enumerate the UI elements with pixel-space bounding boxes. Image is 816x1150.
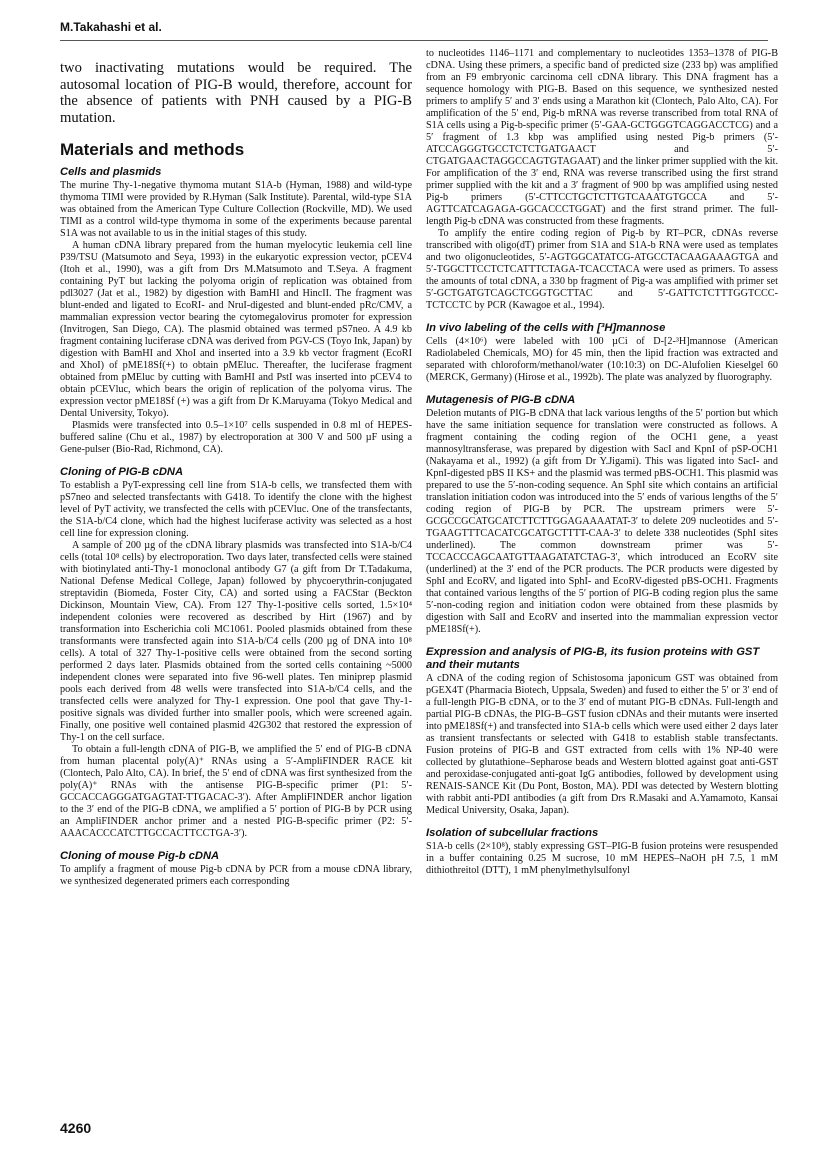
paragraph: Deletion mutants of PIG-B cDNA that lack various lengths of the 5′ portion but which have the same initiation sequence for translation were constructed as follows. A fragment containing the coding region of the OCH1 gene, a yeast mannosyltransferase, was prepared by digestion with SacI and KpnI of pSP-OCH1 (Nakayama et al., 1992) (a gift from Dr Y.Jigami). This was ligated into SacI- and KpnI-digested pBS II KS+ and the plasmid was termed pBS-OCH1. This plasmid was prepared to use the 5′-non-coding sequence. An SphI site which contains an artificial translation initiation codon was introduced into the 5′ ends of various lengths of the 5′ coding region of PIG-B by PCR. The upstream primers were 5′-GCGCCGCATGCATCTTCTTGGAGAAAATAT-3′ to delete 209 nucleotides and 5′-TGAAGTTTCACATCGCATGCTTTT-CAA-3′ to delete 338 nucleotides (SphI sites underlined). The common downstream primer was 5′-TCCACCCAGCAATGTTAAGATATCTAG-3′, which introduced an EcoRV site (underlined) at the 3′ end of the PCR products. The PCR products were digested by SphI and EcoRV, and ligated into SphI- and EcoRV-digested pBS-OCH1. Fragments that contained various lengths of the 5′ portion of PIG-B coding region plus the same 5′-non-coding region and initiation codon were obtained from these plasmids by digestion with SalI and EcoRV and inserted into the mammalian expression vector pME18Sf(+).	[426, 408, 778, 635]
subsection-title: Expression and analysis of PIG-B, its fusion proteins with GST and their mutants	[426, 646, 760, 671]
paragraph: S1A-b cells (2×10⁸), stably expressing GST–PIG-B fusion proteins were resuspended in a buffer containing 0.25 M sucrose, 10 mM HEPES–NaOH pH 7.5, 1 mM dithiothreitol (DTT), 1 mM phenylmethylsulfonyl	[426, 841, 778, 876]
subsection-title: Cloning of mouse Pig-b cDNA	[60, 850, 220, 862]
subsection-title: Cells and plasmids	[60, 166, 162, 178]
paragraph: A cDNA of the coding region of Schistosoma japonicum GST was obtained from pGEX4T (Pharmacia Biotech, Uppsala, Sweden) and fused to either the 5′ or 3′ end of a full-length PIG-B cDNA, or to the 3′ end of mutant PIG-B cDNAs. Full-length and partial PIG-B cDNAs, the PIG-B–GST fusion cDNAs and their mutants were inserted into pME18Sf(+) and transfected into S1A-b cells which were used either 2 days later as transient transfectants or selected with G418 to establish stable transfectants. Fusion proteins of PIG-B and GST extracted from cells with 1% NP-40 were collected by glutathione–Sepharose beads and Western blotted against goat anti-GST and peroxidase-conjugated anti-goat IgG antibodies, followed by development using RENAIS-SANCE Kit (Du Pont, Boston, MA). PDI was detected by Western blotting with rabbit anti-PDI antibodies (a gift from Drs R.Masaki and A.Yamamoto, Kansai Medical University, Osaka, Japan).	[426, 673, 778, 816]
subsection-title: Cloning of PIG-B cDNA	[60, 466, 184, 478]
lead-paragraph: two inactivating mutations would be required. The autosomal location of PIG-B would, therefore, account for the absence of patients with PNH caused by a PIG-B mutation.	[60, 60, 412, 126]
paragraph: A sample of 200 µg of the cDNA library plasmids was transfected into S1A-b/C4 cells (total 10⁸ cells) by electroporation. Two days later, transfected cells were stained with biotinylated anti-Thy-1 monoclonal antibody G7 (a gift from Dr T.Tadakuma, National Defense Medical College, Japan) followed by phycoerythrin-conjugated streptavidin (Biomeda, Foster City, CA) and sorted using a FACStar (Beckton Dickinson, Mountain View, CA). From 127 Thy-1-positive cells sorted, 1.5×10⁴ independent colonies were recovered as described by Hirt (1967) and by transformation into Escherichia coli MC1061. Pooled plasmids obtained from these transformants were transfected again into S1A-b/C4 cells (200 µg of DNA into 10⁸ cells). A total of 327 Thy-1-positive cells were obtained from the second sorting performed 2 days later. Plasmids obtained from the sorted cells containing ~5000 independent clones were separated into five 96-well plates. Ten miniprep plasmid pools each derived from 48 wells were transfected into S1A-b/C4 cells, and the transfected cells were analyzed for Thy-1 expression. One pool that gave Thy-1-positive signals was divided further into smaller pools, which were screened again. Finally, one positive well contained plasmid 42G302 that restored the expression of Thy-1 on the cell surface.	[60, 540, 412, 743]
running-head: M.Takahashi et al.	[60, 20, 162, 34]
paragraph: to nucleotides 1146–1171 and complementary to nucleotides 1353–1378 of PIG-B cDNA. Using these primers, a specific band of predicted size (233 bp) was amplified from an F9 embryonic carcinoma cell cDNA library. This DNA fragment has a sequence homology with PIG-B. Based on this sequence, we synthesized nested primers to amplify 5′ and 3′ ends using a Marathon kit (Clontech, Palo Alto, CA). For amplification of the 5′ end, Pig-b mRNA was reverse transcribed from total RNA of S1A cells using a Pig-b-specific primer (5′-GAA-GCTGGGTCAGGACCTCG) and a 5′ fragment of 1.3 kbp was amplified using nested Pig-b primers (5′-ATCCAGGGTGCCTCTCTGATGAACT and 5′-CTGATGAACTAGGCCAGTGTAGAAT) and the linker primer supplied with the kit. For amplification of the 3′ end, RNA was reverse transcribed using the first strand primer supplied with the kit and a 3′ fragment of 900 bp was amplified using nested Pig-b primers (5′-CTTCCTGCTCTTGTCAAATGTGCCA and 5′-AGTTCATCAGAGA-GGCACCCTGGAT) and the first strand primer. The full-length Pig-b cDNA was constructed from these fragments.	[426, 48, 778, 227]
left-column	[60, 48, 412, 888]
subsection-title: Isolation of subcellular fractions	[426, 827, 599, 839]
paragraph: To amplify a fragment of mouse Pig-b cDNA by PCR from a mouse cDNA library, we synthesized degenerated primers each corresponding	[60, 864, 412, 887]
paragraph: Plasmids were transfected into 0.5–1×10⁷ cells suspended in 0.8 ml of HEPES-buffered saline (Chu et al., 1987) by electroporation at 300 V and 500 µF using a Gene-pulser (Bio-Rad, Richmond, CA).	[60, 420, 412, 455]
subsection-title: In vivo labeling of the cells with [³H]mannose	[426, 322, 666, 334]
page-number: 4260	[60, 1120, 92, 1136]
paragraph: To amplify the entire coding region of Pig-b by RT–PCR, cDNAs reverse transcribed with oligo(dT) primer from S1A and S1A-b RNA were used as templates and two oligonucleotides, 5′-AGTGGCATATCG-ATGCCTACAAGAAAGTGA and 5′-TGGCTTCCTCTCATTTCTAGA-TCACCTACA were used as primers. To assess the amounts of total cDNA, a 330 bp fragment of Pig-a was amplified with primer set 5′-GCTGATGTCAGCTCGGTGCTTAC and 5′-GATTCTCTTTGGTCCC-TCTCCTC by PCR (Kawagoe et al., 1994).	[426, 228, 778, 311]
paragraph: A human cDNA library prepared from the human myelocytic leukemia cell line P39/TSU (Matsumoto and Seya, 1993) in the eukaryotic expression vector, pCEV4 (Itoh et al., 1990), was a gift from Drs M.Matsumoto and T.Seya. A fragment containing PyT but lacking the polyoma origin of replication was obtained from pdl3027 (Jat et al., 1982) by digestion with BamHI and HincII. The fragment was blunt-ended and ligated to EcoRI- and NruI-digested and blunt-ended pRc/CMV, a mammalian expression vector bearing the cytomegalovirus promoter for expression (Invitrogen, San Diego, CA). The plasmid obtained was termed pS7neo. A 4.9 kb fragment containing luciferase cDNA was derived from PGV-CS (Toyo Ink, Japan) by digestion with BamHI and XhoI and inserted into a 3.9 kb vector fragment (EcoRI and XhoI) of pME18Sf(+) to obtain pMEluc. Thereafter, the luciferase fragment obtained from pMEluc by cutting with BamHI and PstI was inserted into pCEV4 to obtain pCEVluc, which bears the origin of replication of the polyoma virus. The expression vector pME18Sf (+) was a gift from Dr K.Maruyama (Tokyo Medical and Dental University, Tokyo).	[60, 240, 412, 419]
paragraph: Cells (4×10⁶) were labeled with 100 µCi of D-[2-³H]mannose (American Radiolabeled Chemicals, MO) for 45 min, then the lipid fraction was extracted and separated with chloroform/methanol/water (10:10:3) on DC-Alufolien Kieselgel 60 (MERCK, Germany) (Hirose et al., 1992b). The plate was analyzed by fluorography.	[426, 336, 778, 383]
paragraph: To establish a PyT-expressing cell line from S1A-b cells, we transfected them with pS7neo and selected transfectants with G418. To identify the clone with the highest level of PyT activity, we transfected the cells with pCEVluc. One of the transfectants, the S1A-b/C4 clone, which had the highest luciferase activity was selected as a host cell line for expression cloning.	[60, 480, 412, 539]
section-title: Materials and methods	[60, 140, 245, 159]
paragraph: The murine Thy-1-negative thymoma mutant S1A-b (Hyman, 1988) and wild-type thymoma TIMI were provided by R.Hyman (Salk Institute). Parental, wild-type S1A was obtained from the American Type Culture Collection (Rockville, MD). We used TIMI as a control wild-type thymoma in some of the experiments because parental S1A was not available to us in the initial stages of this study.	[60, 180, 412, 239]
paragraph: To obtain a full-length cDNA of PIG-B, we amplified the 5′ end of PIG-B cDNA from human placental poly(A)⁺ RNAs using a 5′-AmpliFINDER RACE kit (Clontech, Palo Alto, CA). In brief, the 5′ end of cDNA was first synthesized from the poly(A)⁺ RNAs with the antisense PIG-B-specific primer (P1: 5′-GCCACCAGGGATGAGTAT-TTGACAC-3′). After AmpliFINDER anchor ligation to the 3′ end of the PIG-B cDNA, we amplified a 5′ portion of PIG-B by PCR using an AmpliFINDER anchor primer and a nested PIG-B-specific primer (P2: 5′-AAACACCCATCTTGCCACTTCCTGA-3′).	[60, 744, 412, 839]
subsection-title: Mutagenesis of PIG-B cDNA	[426, 394, 576, 406]
header-rule	[60, 40, 768, 41]
right-column	[426, 48, 778, 877]
